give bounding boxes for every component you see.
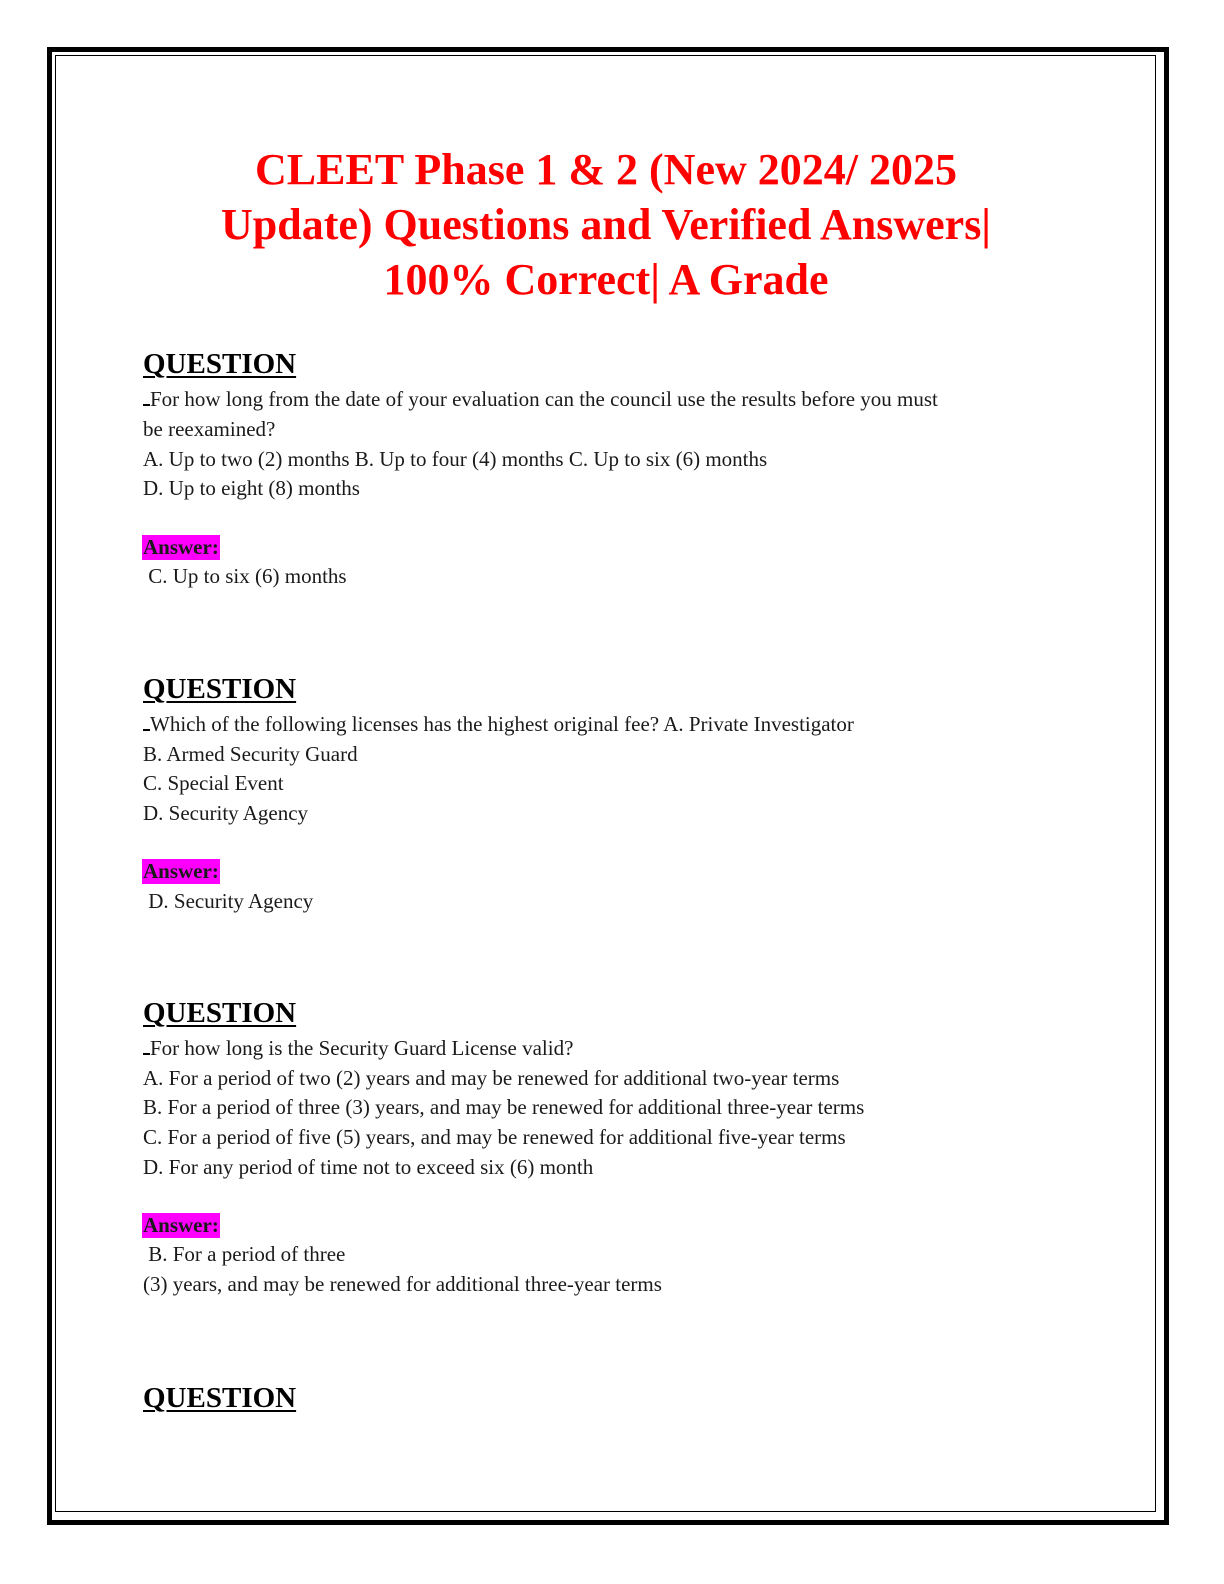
question-option-line: A. For a period of two (2) years and may be renewed for additional two-year terms xyxy=(143,1066,840,1090)
question-text-line: For how long is the Security Guard License valid? xyxy=(143,1034,573,1064)
question-heading: QUESTION xyxy=(143,348,297,380)
answer-text: (3) years, and may be renewed for additional three-year terms xyxy=(143,1272,662,1296)
question-text-line: be reexamined? xyxy=(143,417,276,441)
answer-label: Answer: xyxy=(143,535,219,559)
question-text-line: Which of the following licenses has the highest original fee? A. Private Investigator xyxy=(143,710,854,740)
question-option-line: D. For any period of time not to exceed six (6) month xyxy=(143,1155,594,1179)
title-line-1: CLEET Phase 1 & 2 (New 2024/ 2025 xyxy=(255,145,957,194)
question-option-line: B. For a period of three (3) years, and may be renewed for additional three-year terms xyxy=(143,1095,865,1119)
question-option-line: C. For a period of five (5) years, and may be renewed for additional five-year terms xyxy=(143,1125,846,1149)
bullet-marker xyxy=(143,729,150,731)
bullet-marker xyxy=(143,404,150,406)
answer-text: C. Up to six (6) months xyxy=(143,564,347,588)
question-heading: QUESTION xyxy=(143,997,297,1029)
question-heading: QUESTION xyxy=(143,1382,297,1414)
question-option-line: D. Security Agency xyxy=(143,801,309,825)
question-text-line: For how long from the date of your evaluation can the council use the results before you must xyxy=(143,385,938,415)
answer-text: D. Security Agency xyxy=(143,889,314,913)
document-title xyxy=(130,142,1082,307)
question-option-line: B. Armed Security Guard xyxy=(143,742,358,766)
question-heading: QUESTION xyxy=(143,673,297,705)
answer-label: Answer: xyxy=(143,1213,219,1237)
answer-text: B. For a period of three xyxy=(143,1242,346,1266)
title-line-3: 100% Correct| A Grade xyxy=(383,255,829,304)
question-option-line: D. Up to eight (8) months xyxy=(143,476,360,500)
answer-label: Answer: xyxy=(143,859,219,883)
question-option-line: A. Up to two (2) months B. Up to four (4) months C. Up to six (6) months xyxy=(143,447,768,471)
bullet-marker xyxy=(143,1053,150,1055)
title-line-2: Update) Questions and Verified Answers| xyxy=(221,200,991,249)
question-option-line: C. Special Event xyxy=(143,771,284,795)
